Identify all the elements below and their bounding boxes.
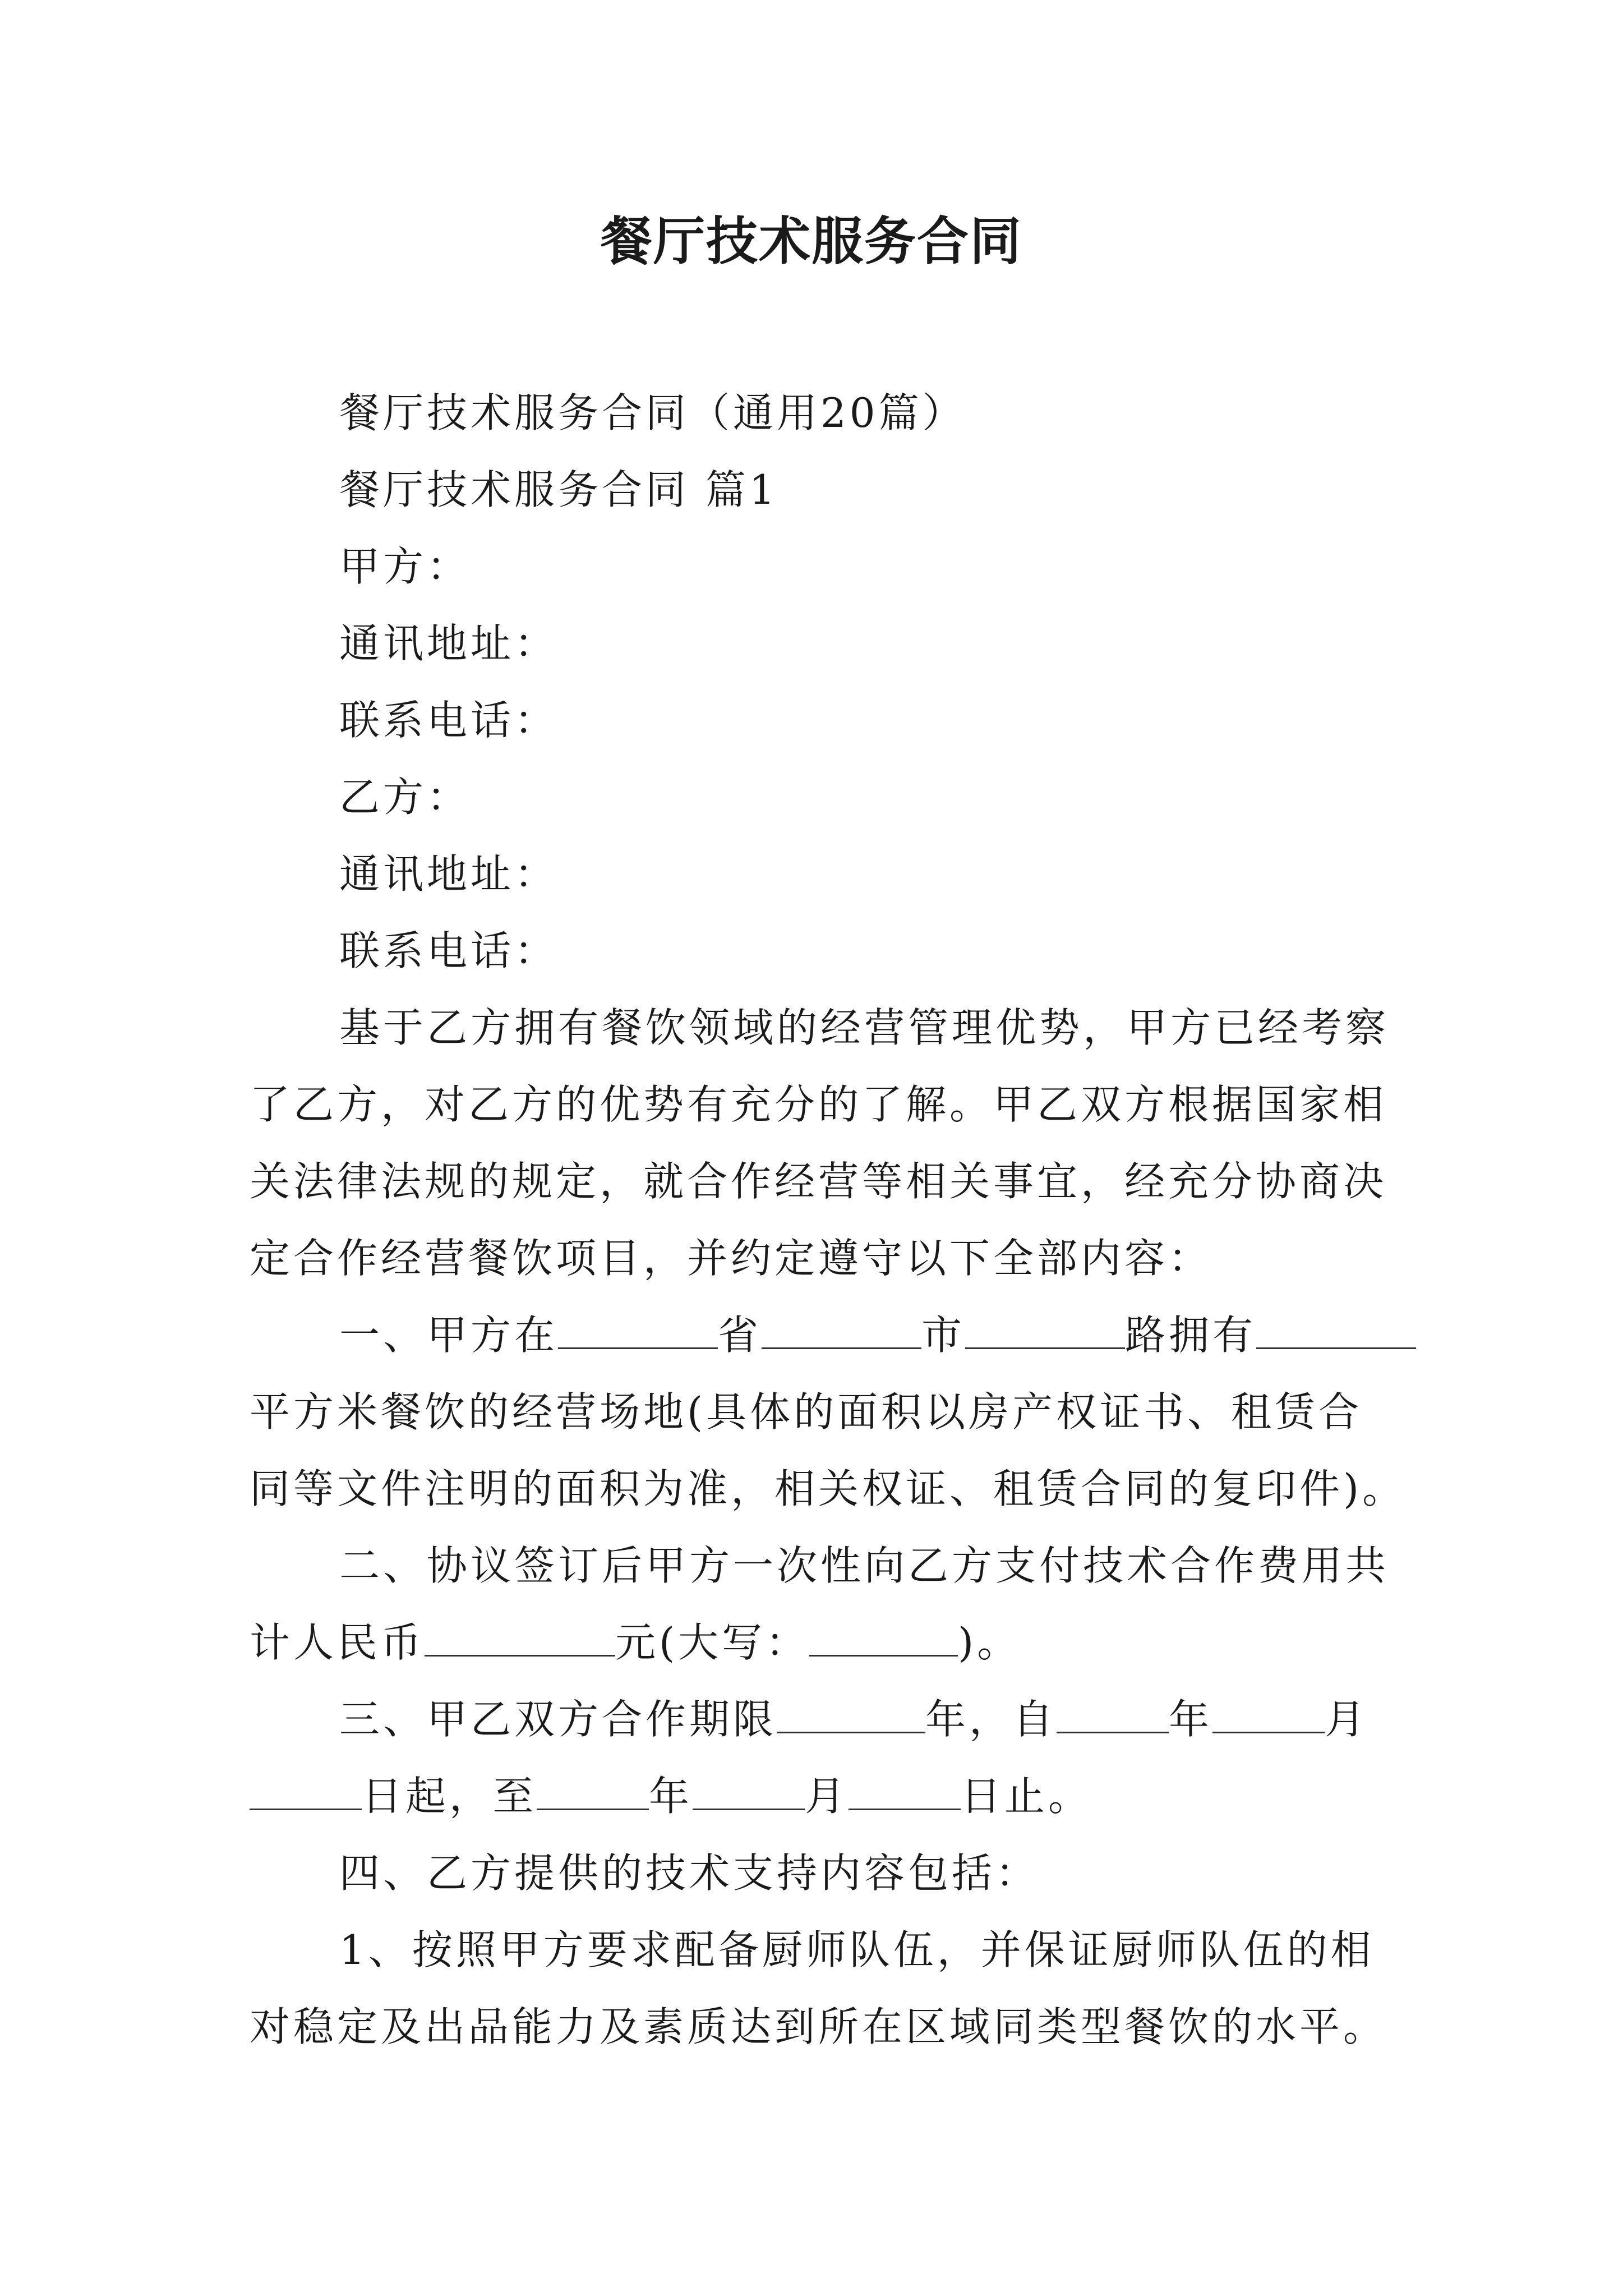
- clause-3-text: 年，自: [925, 1696, 1057, 1743]
- clause-2-text: 元(大写：: [615, 1619, 810, 1666]
- intro-line: 定合作经营餐饮项目，并约定遵守以下全部内容：: [250, 1235, 1212, 1282]
- fill-in-blank: [558, 1314, 718, 1349]
- party-b-phone-label: 联系电话：: [339, 927, 559, 974]
- clause-1-text: 省: [718, 1312, 762, 1359]
- fill-in-blank: [762, 1314, 921, 1349]
- clause-3-text: 月: [805, 1773, 849, 1820]
- fill-in-blank: [1212, 1698, 1325, 1733]
- clause-2-text: )。: [958, 1619, 1021, 1666]
- fill-in-blank: [425, 1621, 615, 1657]
- clause-4-line: 四、乙方提供的技术支持内容包括：: [339, 1849, 1040, 1897]
- clause-3-text: 三、甲乙双方合作期限: [339, 1696, 777, 1743]
- fill-in-blank: [1057, 1698, 1169, 1733]
- party-a-phone-label: 联系电话：: [339, 697, 559, 744]
- clause-3-line: [250, 1758, 1405, 1835]
- party-a-label: 甲方：: [339, 543, 471, 590]
- clause-3-text: 日起，至: [362, 1773, 537, 1820]
- party-b-address-label: 通讯地址：: [339, 850, 559, 898]
- clause-1-line: 平方米餐饮的经营场地(具体的面积以房产权证书、租赁合: [250, 1388, 1363, 1435]
- intro-line: 了乙方，对乙方的优势有充分的了解。甲乙双方根据国家相: [250, 1081, 1387, 1128]
- fill-in-blank: [693, 1775, 805, 1810]
- clause-2-line: [250, 1604, 1405, 1681]
- party-a-address-label: 通讯地址：: [339, 620, 559, 667]
- fill-in-blank: [777, 1698, 925, 1733]
- clause-1-line: 同等文件注明的面积为准，相关权证、租赁合同的复印件)。: [250, 1465, 1407, 1512]
- fill-in-blank: [809, 1621, 958, 1657]
- fill-in-blank: [1256, 1314, 1416, 1349]
- clause-1-text: 市: [921, 1312, 966, 1359]
- intro-line: 基于乙方拥有餐饮领域的经营管理优势，甲方已经考察: [339, 1004, 1390, 1051]
- clause-3-line: [250, 1681, 1405, 1758]
- fill-in-blank: [849, 1775, 961, 1810]
- party-b-label: 乙方：: [339, 774, 471, 821]
- clause-4-item-line: 1、按照甲方要求配备厨师队伍，并保证厨师队伍的相: [339, 1926, 1375, 1973]
- clause-1-line: [250, 1297, 1405, 1374]
- clause-2-text: 计人民币: [250, 1619, 425, 1666]
- clause-3-text: 年: [1169, 1696, 1213, 1743]
- intro-line: 关法律法规的规定，就合作经营等相关事宜，经充分协商决: [250, 1158, 1387, 1205]
- fill-in-blank: [965, 1314, 1125, 1349]
- document-subtitle: 餐厅技术服务合同（通用20篇）: [339, 389, 966, 436]
- clause-3-text: 年: [649, 1773, 693, 1820]
- clause-3-text: 日止。: [961, 1773, 1092, 1820]
- fill-in-blank: [537, 1775, 649, 1810]
- section-heading: 餐厅技术服务合同 篇1: [339, 466, 778, 513]
- clause-1-text: 路拥有: [1125, 1312, 1257, 1359]
- clause-2-line: 二、协议签订后甲方一次性向乙方支付技术合作费用共: [339, 1542, 1390, 1589]
- clause-1-text: 一、甲方在: [339, 1312, 559, 1359]
- clause-3-text: 月: [1325, 1696, 1369, 1743]
- document-title: 餐厅技术服务合同: [600, 211, 1022, 272]
- document-body: [250, 375, 1405, 2065]
- fill-in-blank: [250, 1775, 362, 1810]
- clause-4-item-line: 对稳定及出品能力及素质达到所在区域同类型餐饮的水平。: [250, 2003, 1387, 2050]
